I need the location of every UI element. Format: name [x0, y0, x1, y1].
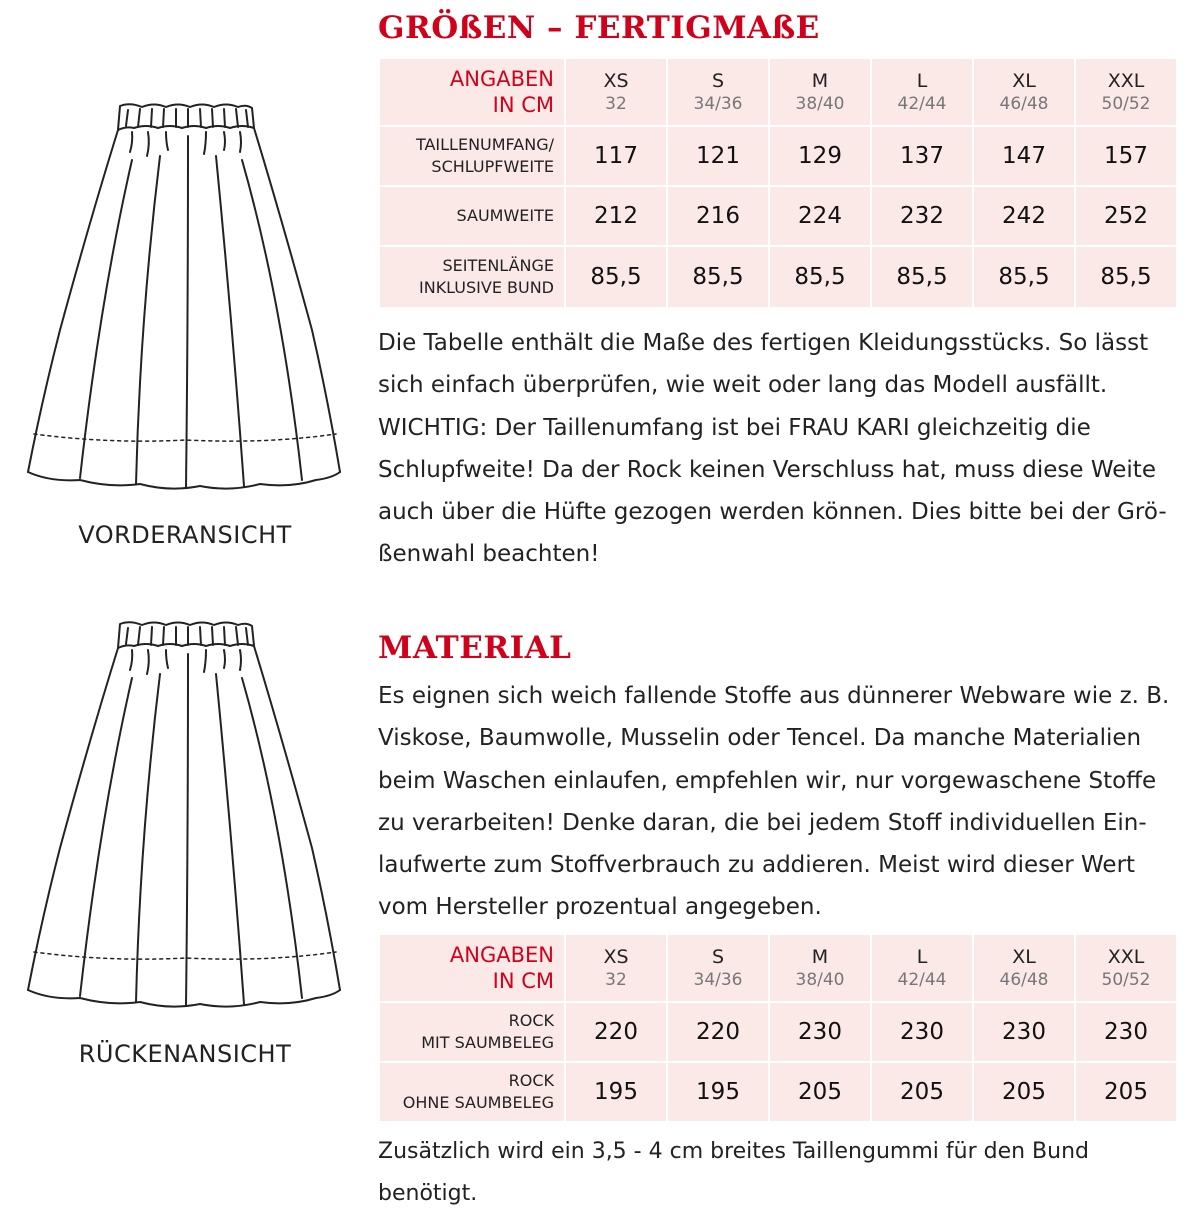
table-cell: 85,5	[973, 246, 1075, 308]
row-label-line: INKLUSIVE BUND	[419, 278, 554, 297]
size-column-xs	[565, 934, 667, 1002]
table-cell: 121	[667, 126, 769, 186]
table-cell: 147	[973, 126, 1075, 186]
table-cell: 137	[871, 126, 973, 186]
size-column-s	[667, 58, 769, 126]
size-sub-label: 38/40	[795, 94, 845, 114]
header-line: IN CM	[492, 969, 554, 993]
table-cell: 230	[769, 1002, 871, 1062]
size-sub-label: 34/36	[693, 94, 743, 114]
table-cell: 224	[769, 186, 871, 246]
sizes-heading: GRÖßEN – FERTIGMAßE	[378, 10, 820, 46]
size-label: L	[916, 70, 928, 92]
table-header-label	[379, 934, 565, 1002]
row-label	[379, 246, 565, 308]
skirt-front-illustration	[20, 100, 350, 490]
table-cell: 212	[565, 186, 667, 246]
text-line: Die Tabelle enthält die Maße des fertigen Kleidungsstücks. So lässt	[378, 330, 1149, 356]
material-heading: MATERIAL	[378, 630, 572, 666]
table-cell: 195	[667, 1062, 769, 1122]
back-view-caption: RÜCKENANSICHT	[78, 1040, 292, 1068]
row-label-line: ROCK	[508, 1071, 554, 1090]
size-sub-label: 50/52	[1101, 94, 1151, 114]
size-label: XS	[603, 946, 629, 968]
size-sub-label: 34/36	[693, 970, 743, 990]
row-label-line: OHNE SAUMBELEG	[402, 1093, 554, 1112]
table-cell: 252	[1075, 186, 1177, 246]
size-column-xxl	[1075, 934, 1177, 1002]
row-label-line: SAUMWEITE	[456, 206, 554, 225]
table-cell: 230	[871, 1002, 973, 1062]
table-cell: 85,5	[667, 246, 769, 308]
table-cell: 195	[565, 1062, 667, 1122]
table-cell: 205	[1075, 1062, 1177, 1122]
size-sub-label: 32	[605, 94, 627, 114]
table-row	[379, 1062, 1177, 1122]
row-label	[379, 126, 565, 186]
table-row	[379, 186, 1177, 246]
table-header-label	[379, 58, 565, 126]
table-cell: 230	[1075, 1002, 1177, 1062]
table-cell: 205	[769, 1062, 871, 1122]
table-cell: 205	[871, 1062, 973, 1122]
size-label: XS	[603, 70, 629, 92]
table-cell: 216	[667, 186, 769, 246]
material-table-header-row	[379, 934, 1177, 1002]
row-label	[379, 186, 565, 246]
text-line: Schlupfweite! Da der Rock keinen Verschluss hat, muss diese Weite	[378, 456, 1156, 483]
table-cell: 85,5	[769, 246, 871, 308]
header-line: ANGABEN	[449, 67, 554, 91]
size-sub-label: 50/52	[1101, 970, 1151, 990]
size-column-l	[871, 934, 973, 1002]
text-line: zu verarbeiten! Denke daran, die bei jedem Stoff individuellen Ein-	[378, 809, 1147, 836]
size-sub-label: 46/48	[999, 970, 1049, 990]
table-cell: 129	[769, 126, 871, 186]
size-sub-label: 46/48	[999, 94, 1049, 114]
table-row	[379, 246, 1177, 308]
table-cell: 85,5	[1075, 246, 1177, 308]
table-cell: 220	[667, 1002, 769, 1062]
table-cell: 232	[871, 186, 973, 246]
skirt-back-illustration	[20, 618, 350, 1008]
table-cell: 85,5	[871, 246, 973, 308]
table-cell: 220	[565, 1002, 667, 1062]
size-column-m	[769, 58, 871, 126]
size-sub-label: 42/44	[897, 94, 947, 114]
size-label: M	[811, 946, 829, 968]
size-column-xxl	[1075, 58, 1177, 126]
header-line: IN CM	[492, 93, 554, 117]
table-cell: 85,5	[565, 246, 667, 308]
table-cell: 117	[565, 126, 667, 186]
text-line: Viskose, Baumwolle, Musselin oder Tencel. Da manche Materialien	[378, 725, 1142, 752]
table-cell: 157	[1075, 126, 1177, 186]
size-label: L	[916, 946, 928, 968]
size-column-s	[667, 934, 769, 1002]
text-line: beim Waschen einlaufen, empfehlen wir, nur vorgewaschene Stoffe	[378, 767, 1157, 794]
front-view-caption: VORDERANSICHT	[78, 521, 292, 549]
row-label-line: ROCK	[508, 1011, 554, 1030]
size-label: XL	[1012, 70, 1036, 92]
table-row	[379, 126, 1177, 186]
material-description	[378, 675, 1178, 929]
row-label	[379, 1002, 565, 1062]
size-description	[378, 322, 1178, 576]
table-cell: 205	[973, 1062, 1075, 1122]
text-line: vom Hersteller prozentual angegeben.	[378, 894, 822, 921]
footer-note: Zusätzlich wird ein 3,5 - 4 cm breites Taillengummi für den Bund benötigt.	[378, 1139, 1089, 1207]
size-label: S	[711, 946, 725, 968]
row-label-line: SEITENLÄNGE	[442, 256, 554, 275]
size-table	[378, 57, 1178, 309]
row-label-line: SCHLUPFWEITE	[431, 157, 554, 176]
row-label	[379, 1062, 565, 1122]
illustrations-column	[0, 0, 370, 1200]
size-column-xl	[973, 934, 1075, 1002]
size-sub-label: 32	[605, 970, 627, 990]
size-label: XL	[1012, 946, 1036, 968]
size-label: XXL	[1107, 70, 1145, 92]
row-label-line: MIT SAUMBELEG	[421, 1033, 554, 1052]
material-table	[378, 933, 1178, 1123]
size-column-m	[769, 934, 871, 1002]
size-sub-label: 38/40	[795, 970, 845, 990]
text-line: auch über die Hüfte gezogen werden können. Dies bitte bei der Grö-	[378, 499, 1167, 526]
header-line: ANGABEN	[449, 943, 554, 967]
text-line: sich einfach überprüfen, wie weit oder lang das Modell ausfällt.	[378, 372, 1108, 399]
size-column-xl	[973, 58, 1075, 126]
size-sub-label: 42/44	[897, 970, 947, 990]
size-label: M	[811, 70, 829, 92]
size-column-xs	[565, 58, 667, 126]
table-cell: 230	[973, 1002, 1075, 1062]
table-cell: 242	[973, 186, 1075, 246]
text-line: laufwerte zum Stoffverbrauch zu addieren. Meist wird dieser Wert	[378, 852, 1136, 879]
row-label-line: TAILLENUMFANG/	[415, 135, 554, 154]
size-label: XXL	[1107, 946, 1145, 968]
text-line: WICHTIG: Der Taillenumfang ist bei FRAU KARI gleichzeitig die	[378, 414, 1091, 441]
text-line: Es eignen sich weich fallende Stoffe aus dünnerer Webware wie z. B.	[378, 683, 1170, 709]
size-label: S	[711, 70, 725, 92]
size-table-header-row	[379, 58, 1177, 126]
text-line: ßenwahl beachten!	[378, 541, 600, 568]
size-column-l	[871, 58, 973, 126]
table-row	[379, 1002, 1177, 1062]
